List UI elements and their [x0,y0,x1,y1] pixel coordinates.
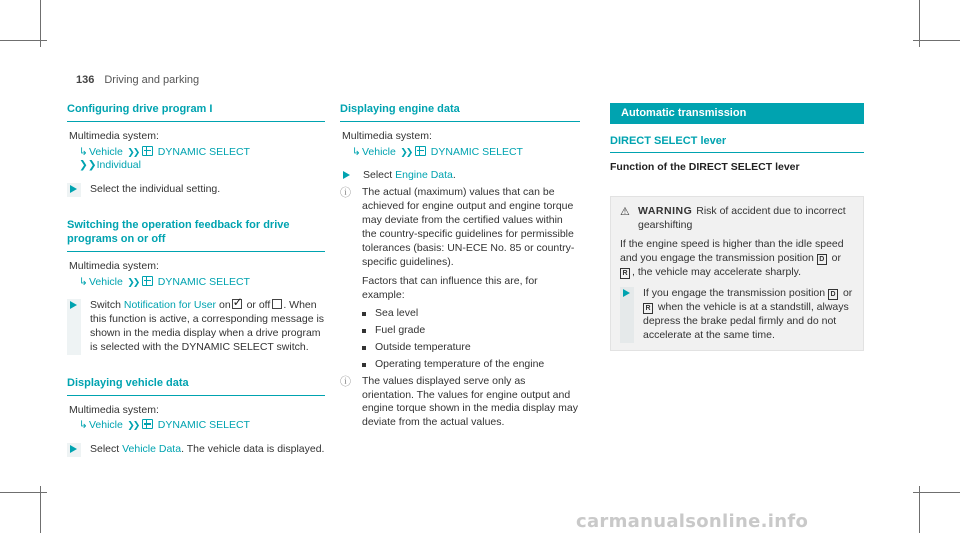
warning-title: WARNING [638,205,693,218]
step-bar [620,287,634,342]
section-heading: Displaying engine data [340,103,580,122]
step-bar [67,299,81,354]
play-arrow-icon [70,185,77,193]
step-text-end: when the vehicle is at a standstill, always depress the brake pedal firmly and do not accelerate at the same time. [643,301,849,341]
path-link-dynamic-select[interactable]: DYNAMIC SELECT [157,145,250,158]
path-link-dynamic-select[interactable]: DYNAMIC SELECT [157,419,250,432]
step-text: Select the individual setting. [90,183,221,196]
step-or-off-text: or off [246,299,271,312]
play-arrow-icon [70,301,77,309]
path-link-dynamic-select[interactable]: DYNAMIC SELECT [430,145,523,158]
notification-for-user-link[interactable]: Notification for User [123,299,217,312]
step-verb: Select [90,443,120,456]
instruction-step [620,287,854,342]
section-heading: Displaying vehicle data [67,377,325,396]
menu-path [79,146,325,160]
instruction-step [67,299,325,354]
menu-path [79,276,325,290]
play-arrow-icon [343,171,350,179]
double-chevron-icon: ❯❯ [127,420,139,431]
seat-icon [142,276,153,286]
double-chevron-icon: ❯❯ [79,159,97,172]
path-link-vehicle[interactable]: Vehicle [89,275,123,288]
step-text: Select Engine Data. [363,169,456,182]
step-text [634,287,854,342]
checkbox-empty-icon [272,299,282,309]
info-text: The values displayed serve only as orientation. The values for engine output and engine torque shown in the media display may deviate from the actual values. [362,374,578,429]
transmission-d-key-icon: D [817,254,827,265]
chapter-banner: Automatic transmission [610,103,864,124]
section-heading: Switching the operation feedback for drive programs on or off [67,219,325,252]
info-note [340,375,580,430]
instruction-step [67,183,325,197]
path-link-vehicle[interactable]: Vehicle [89,419,123,432]
info-text [354,186,580,303]
warning-body [620,238,854,280]
double-chevron-icon: ❯❯ [127,146,139,157]
step-bar [67,183,81,197]
double-chevron-icon: ❯❯ [400,146,412,157]
or-text: or [842,287,853,300]
column-middle [340,103,580,430]
list-item: Operating temperature of the engine [362,358,580,372]
section-heading: DIRECT SELECT lever [610,135,864,154]
seat-icon [415,146,426,156]
checkbox-checked-icon [232,299,242,309]
transmission-d-key-icon: D [828,289,838,300]
step-verb: Switch [90,299,121,312]
multimedia-label: Multimedia system: [69,129,159,142]
section-heading: Configuring drive program I [67,103,325,122]
warning-triangle-icon: ⚠ [620,206,630,219]
column-right [610,103,864,351]
warning-text: Risk of accident due to incorrect gearshifting [638,205,846,231]
warning-body-text: If the engine speed is higher than the idle speed and you engage the transmission position [620,237,844,264]
path-link-dynamic-select[interactable]: DYNAMIC SELECT [157,275,250,288]
path-arrow-icon: ↳ [79,145,88,158]
path-link-vehicle[interactable]: Vehicle [89,145,123,158]
warning-box [610,196,864,351]
warning-header [620,205,854,233]
section-configure-drive-program [67,103,325,197]
play-arrow-icon [623,289,630,297]
list-item: Fuel grade [362,324,580,338]
multimedia-label: Multimedia system: [69,259,159,272]
list-item: Sea level [362,307,580,321]
step-description: . The vehicle data is displayed. [181,443,325,456]
watermark: carmanualsonline.info [576,511,809,532]
section-operation-feedback [67,219,325,355]
double-chevron-icon: ❯❯ [127,276,139,287]
list-item: Outside temperature [362,341,580,355]
menu-path-continued [79,159,325,173]
page-number: 136 [76,74,95,86]
or-text: or [831,251,841,264]
crop-mark [0,40,47,41]
vehicle-data-link[interactable]: Vehicle Data [122,443,182,456]
seat-icon [142,146,153,156]
crop-mark [913,40,960,41]
step-text-start: If you engage the transmission position [643,287,826,300]
crop-mark [40,486,41,533]
menu-path [79,419,325,433]
step-bar [67,443,81,457]
info-icon: ⓘ [340,187,351,200]
path-arrow-icon: ↳ [352,145,361,158]
crop-mark [0,492,47,493]
menu-path [352,146,580,160]
warning-body-text-end: , the vehicle may accelerate sharply. [632,265,802,278]
crop-mark [913,492,960,493]
path-arrow-icon: ↳ [79,275,88,288]
info-note [340,186,580,303]
factor-list [362,307,580,371]
subheading: Function of the DIRECT SELECT lever [610,161,800,174]
transmission-r-key-icon: R [620,268,630,279]
instruction-step [67,443,325,457]
column-left [67,103,325,479]
path-link-vehicle[interactable]: Vehicle [362,145,396,158]
path-link-individual[interactable]: Individual [96,159,141,172]
info-icon: ⓘ [340,375,351,388]
step-on-text: on [218,299,231,312]
seat-icon [142,419,153,429]
instruction-step [340,169,580,183]
step-description: . When this function is active, a corresponding message is shown in the media display when a drive program is selected with the DYNAMIC SELECT switch. [90,299,325,353]
path-arrow-icon: ↳ [79,419,88,432]
step-text [81,443,324,457]
page-header [76,73,199,88]
step-verb: Select [363,169,393,182]
play-arrow-icon [70,445,77,453]
multimedia-label: Multimedia system: [69,403,159,416]
info-paragraph: The actual (maximum) values that can be achieved for engine output and engine torque may deviate from the certified values within the country-specific guidelines for permissible tolerances (basis: UN-ECE No. 85 or country-specific guidelines). [362,186,575,268]
section-vehicle-data [67,377,325,457]
crop-mark [919,486,920,533]
multimedia-label: Multimedia system: [342,129,432,142]
engine-data-link[interactable]: Engine Data [395,169,453,182]
step-text [81,299,325,354]
step-bar [340,169,354,183]
section-title: Driving and parking [104,74,200,86]
warning-header-text [638,205,854,233]
factors-paragraph: Factors that can influence this are, for example: [362,275,538,302]
transmission-r-key-icon: R [643,303,653,314]
